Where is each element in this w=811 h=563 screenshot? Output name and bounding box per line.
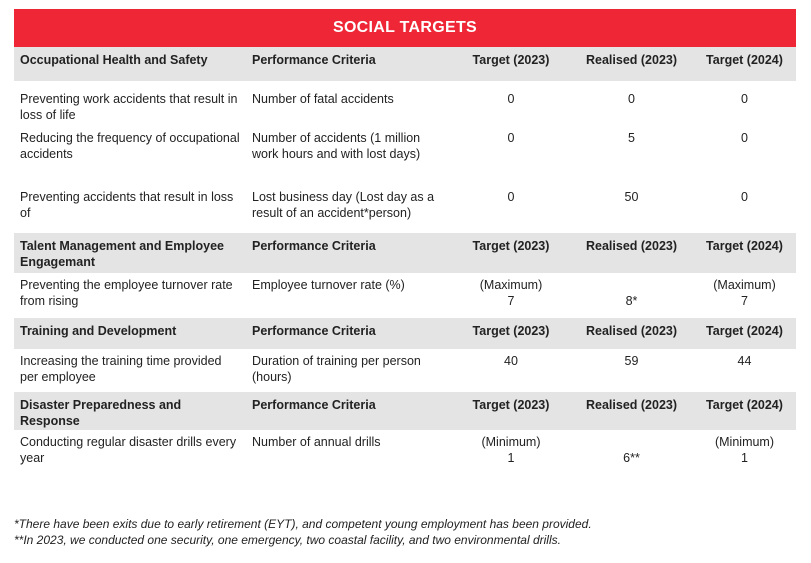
target-2023-cell: (Maximum) 7 (479, 278, 543, 308)
table-row (14, 273, 796, 318)
header-cell: Performance Criteria (246, 318, 452, 349)
header-cell: Performance Criteria (246, 392, 452, 430)
target-cell: Preventing work accidents that result in loss of life (20, 92, 238, 122)
header-cell: Target (2024) (693, 392, 796, 430)
header-cell: Training and Development (14, 318, 246, 349)
footnotes (14, 516, 804, 548)
target-cell: Preventing accidents that result in loss of (20, 190, 234, 220)
realised-2023-cell: 59 (624, 354, 639, 368)
table-row (14, 130, 796, 189)
header-cell: Realised (2023) (570, 233, 693, 273)
social-targets-table (14, 47, 796, 474)
target-2024-cell: 44 (737, 354, 752, 368)
target-2024-cell: 0 (741, 190, 748, 204)
target-2024-cell: 0 (741, 131, 748, 145)
header-cell: Target (2023) (452, 47, 570, 81)
criteria-cell: Lost business day (Lost day as a result of an accident*person) (252, 190, 435, 220)
header-cell: Talent Management and Employee Engagemant (14, 233, 246, 273)
header-cell: Target (2023) (452, 318, 570, 349)
header-cell: Target (2024) (693, 47, 796, 81)
target-cell: Reducing the frequency of occupational accidents (20, 131, 240, 161)
header-cell: Target (2023) (452, 233, 570, 273)
target-cell: Preventing the employee turnover rate from rising (20, 278, 233, 308)
target-2023-cell: (Minimum) 1 (481, 435, 541, 465)
section-header-talent-management (14, 233, 796, 273)
header-cell: Realised (2023) (570, 47, 693, 81)
footnote: **In 2023, we conducted one security, one emergency, two coastal facility, and two environmental drills. (14, 533, 561, 547)
target-2024-cell: (Maximum) 7 (713, 278, 776, 308)
realised-2023-cell: 50 (624, 190, 639, 204)
target-cell: Conducting regular disaster drills every year (20, 435, 237, 465)
table-row (14, 81, 796, 130)
header-cell: Occupational Health and Safety (14, 47, 246, 81)
criteria-cell: Number of annual drills (252, 435, 381, 449)
section-header-training (14, 318, 796, 349)
criteria-cell: Number of accidents (1 million work hours and with lost days) (252, 131, 421, 161)
target-cell: Increasing the training time provided per employee (20, 354, 222, 384)
table-row (14, 430, 796, 474)
header-cell: Realised (2023) (570, 392, 693, 430)
realised-2023-cell: 0 (628, 92, 635, 106)
realised-2023-cell: 8* (625, 294, 638, 308)
table-title: SOCIAL TARGETS (14, 9, 796, 47)
footnote: *There have been exits due to early retirement (EYT), and competent young employment has been provided. (14, 517, 592, 531)
table-row (14, 189, 796, 233)
realised-2023-cell: 6** (623, 451, 640, 465)
target-2023-cell: 40 (504, 354, 518, 368)
criteria-cell: Duration of training per person (hours) (252, 354, 421, 384)
target-2023-cell: 0 (507, 190, 515, 204)
target-2023-cell: 0 (507, 92, 515, 106)
criteria-cell: Number of fatal accidents (252, 92, 394, 106)
section-header-disaster-preparedness (14, 392, 796, 430)
header-cell: Disaster Preparedness and Response (14, 392, 246, 430)
target-2024-cell: (Minimum) 1 (714, 435, 775, 465)
header-cell: Performance Criteria (246, 233, 452, 273)
target-2024-cell: 0 (741, 92, 748, 106)
section-header-occupational-health (14, 47, 796, 81)
criteria-cell: Employee turnover rate (%) (252, 278, 405, 292)
target-2023-cell: 0 (507, 131, 515, 145)
table-row (14, 349, 796, 392)
realised-2023-cell: 5 (628, 131, 635, 145)
header-cell: Target (2024) (693, 233, 796, 273)
header-cell: Realised (2023) (570, 318, 693, 349)
header-cell: Performance Criteria (246, 47, 452, 81)
header-cell: Target (2023) (452, 392, 570, 430)
header-cell: Target (2024) (693, 318, 796, 349)
